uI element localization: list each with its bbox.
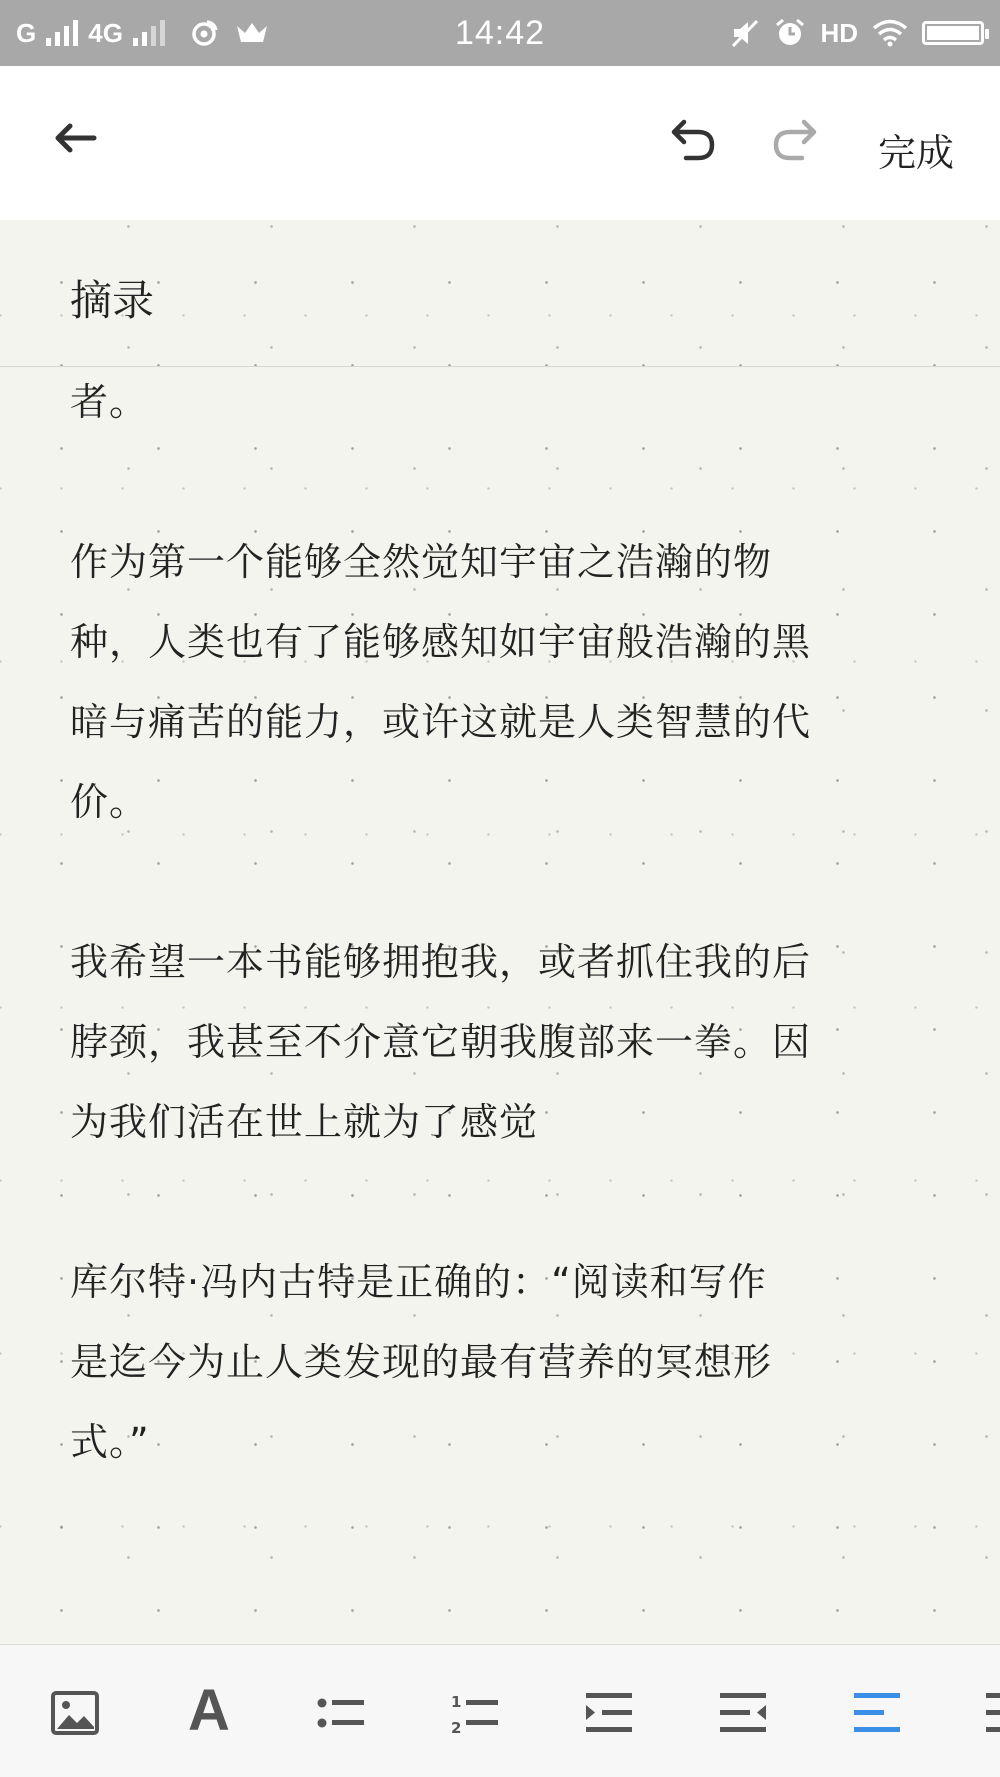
note-title[interactable]: 摘录 <box>70 276 155 325</box>
format-toolbar <box>0 1644 1000 1777</box>
redo-icon[interactable] <box>770 118 824 162</box>
done-button[interactable]: 完成 <box>877 131 954 175</box>
alarm-icon <box>774 17 806 49</box>
numbered-list-icon[interactable] <box>450 1689 500 1737</box>
paragraph: 库尔特·冯内古特是正确的：“阅读和写作 是迄今为止人类发现的最有营养的冥想形 式。” <box>70 1260 773 1464</box>
status-bar <box>0 0 1000 66</box>
font-icon[interactable]: A <box>188 1678 230 1743</box>
more-icon[interactable] <box>984 1689 1000 1737</box>
undo-icon[interactable] <box>664 118 718 162</box>
hd-label: HD <box>820 17 858 48</box>
battery-fill <box>927 26 979 40</box>
image-icon[interactable] <box>50 1689 100 1737</box>
network-label: 4G <box>88 17 123 48</box>
indent-icon[interactable] <box>584 1689 634 1737</box>
svg-text:2: 2 <box>451 1719 462 1737</box>
bullet-list-icon[interactable] <box>316 1689 366 1737</box>
editor-toolbar <box>0 66 1000 220</box>
back-arrow-icon[interactable] <box>50 116 100 160</box>
wifi-icon <box>872 19 908 47</box>
paragraph: 我希望一本书能够拥抱我，或者抓住我的后 脖颈，我甚至不介意它朝我腹部来一拳。因 为我们活在世上就为了感觉 <box>70 940 812 1144</box>
svg-text:1: 1 <box>451 1693 462 1711</box>
mute-icon <box>730 18 760 48</box>
battery-icon <box>922 21 984 45</box>
paragraph: 者。 <box>70 380 149 424</box>
note-body[interactable] <box>70 362 930 1482</box>
note-editor[interactable] <box>0 220 1000 1644</box>
status-right <box>730 16 984 50</box>
outdent-icon[interactable] <box>718 1689 768 1737</box>
clock: 14:42 <box>454 14 546 52</box>
carrier-label: G <box>16 17 37 48</box>
paragraph: 作为第一个能够全然觉知宇宙之浩瀚的物 种，人类也有了能够感知如宇宙般浩瀚的黑 暗与痛苦的能力，或许这就是人类智慧的代 价。 <box>70 540 812 824</box>
align-icon[interactable] <box>852 1689 902 1737</box>
